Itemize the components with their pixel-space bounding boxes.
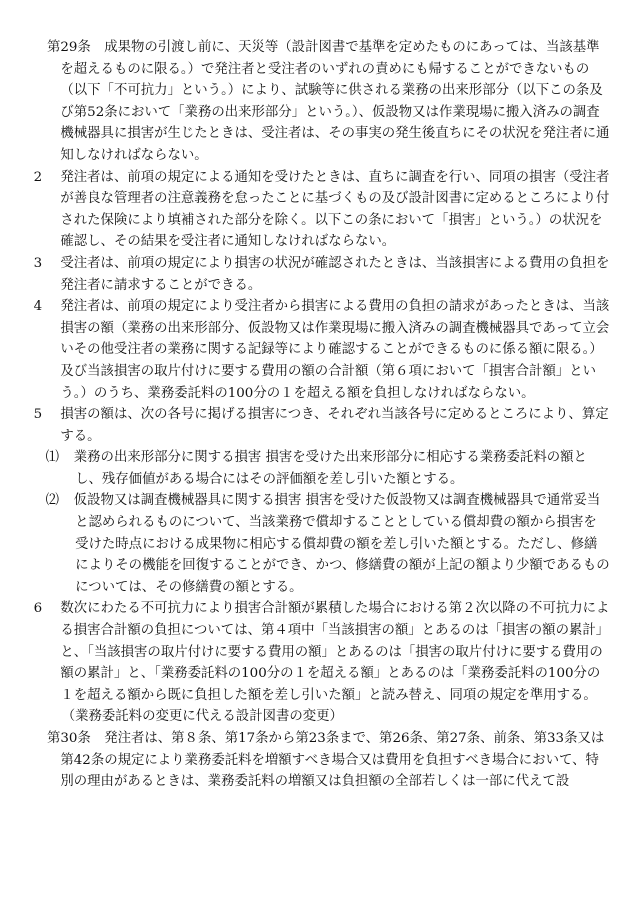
item-text: 仮設物又は調査機械器具に関する損害 損害を受けた仮設物又は調査機械器具で通常妥当と認められるものについて、当該業務で償却することとしている償却費の額から損害を受けた時点における成果物に相応する償却費の額を差し引いた額とする。ただし、修繕によりその機能を回復することができ、かつ、修繕費の額が上記の額より少額であるものについては、その修繕費の額とする。	[60, 493, 610, 595]
article-30-label: 第30条	[47, 731, 91, 746]
item-2: ⑵ 仮設物又は調査機械器具に関する損害 損害を受けた仮設物又は調査機械器具で通常妥当と認められるものについて、当該業務で償却することとしている償却費の額から損害を受けた時点における成果物に相応する償却費の額を差し引いた額とする。ただし、修繕によりその機能を回復することができ、かつ、修繕費の額が上記の額より少額であるものについては、その修繕費の額とする。	[45, 493, 610, 595]
article-30-text: 発注者は、第８条、第17条から第23条まで、第26条、第27条、前条、第33条又は第42条の規定により業務委託料を増額すべき場合又は費用を負担すべき場合において、特別の理由があるときは、業務委託料の増額又は負担額の全部若しくは一部に代えて設	[60, 731, 605, 790]
paragraph-text: 受注者は、前項の規定により損害の状況が確認されたときは、当該損害による費用の負担を発注者に請求することができる。	[47, 255, 610, 293]
item-text: 業務の出来形部分に関する損害 損害を受けた出来形部分に相応する業務委託料の額とし、残存価値がある場合にはその評価額を差し引いた額とする。	[60, 450, 587, 487]
article-29-label: 第29条	[47, 40, 91, 55]
article-29	[47, 37, 610, 167]
paragraph-text: 発注者は、前項の規定により受注者から損害による費用の負担の請求があったときは、当該損害の額（業務の出来形部分、仮設物又は作業現場に搬入済みの調査機械器具であって立会いその他受注者の業務に関する記録等により確認することができるものに係る額に限る。）及び当該損害の取片付けに要する費用の額の合計額（第６項において「損害合計額」という。）のうち、業務委託料の100分の１を超える額を負担しなければならない。	[47, 299, 610, 401]
paragraph-text: 損害の額は、次の各号に掲げる損害につき、それぞれ当該各号に定めるところにより、算定する。	[47, 407, 609, 444]
paragraph-2: 2 発注者は、前項の規定による通知を受けたときは、直ちに調査を行い、同項の損害（受注者が善良な管理者の注意義務を怠ったことに基づくもの及び設計図書に定めるところにより付された保険により填補された部分を除く。以下この条において「損害」という。）の状況を確認し、その結果を受注者に通知しなければならない。	[33, 169, 610, 250]
paragraph-text: 発注者は、前項の規定による通知を受けたときは、直ちに調査を行い、同項の損害（受注者が善良な管理者の注意義務を怠ったことに基づくもの及び設計図書に定めるところにより付された保険により填補された部分を除く。以下この条において「損害」という。）の状況を確認し、その結果を受注者に通知しなければならない。	[47, 169, 610, 250]
paragraph-6: 6 数次にわたる不可抗力により損害合計額が累積した場合における第２次以降の不可抗力による損害合計額の負担については、第４項中「当該損害の額」とあるのは「損害の額の累計」と、「当該損害の取片付けに要する費用の額」とあるのは「損害の取片付けに要する費用の額の累計」と、「業務委託料の100分の１を超える額」とあるのは「業務委託料の100分の１を超える額から既に負担した額を差し引いた額」と読み替え、同項の規定を準用する。	[33, 601, 610, 703]
paragraph-5: 5 損害の額は、次の各号に掲げる損害につき、それぞれ当該各号に定めるところにより、算定する。	[33, 407, 609, 444]
item-1: ⑴ 業務の出来形部分に関する損害 損害を受けた出来形部分に相応する業務委託料の額とし、残存価値がある場合にはその評価額を差し引いた額とする。	[45, 450, 587, 487]
article-30	[47, 728, 610, 793]
article-29-text: 成果物の引渡し前に、天災等（設計図書で基準を定めたものにあっては、当該基準を超えるものに限る。）で発注者と受注者のいずれの責めにも帰することができないもの（以下「不可抗力」という。）により、試験等に供される業務の出来形部分（以下この条及び第52条において「業務の出来形部分」という。）、仮設物又は作業現場に搬入済みの調査機械器具に損害が生じたときは、受注者は、その事実の発生後直ちにその状況を発注者に通知しなければならない。	[60, 40, 610, 163]
paragraph-4: 4 発注者は、前項の規定により受注者から損害による費用の負担の請求があったときは、当該損害の額（業務の出来形部分、仮設物又は作業現場に搬入済みの調査機械器具であって立会いその他受注者の業務に関する記録等により確認することができるものに係る額に限る。）及び当該損害の取片付けに要する費用の額の合計額（第６項において「損害合計額」という。）のうち、業務委託料の100分の１を超える額を負担しなければならない。	[33, 299, 610, 401]
paragraph-3: 3 受注者は、前項の規定により損害の状況が確認されたときは、当該損害による費用の負担を発注者に請求することができる。	[33, 255, 610, 293]
document-body	[33, 37, 610, 793]
article-30-heading: （業務委託料の変更に代える設計図書の変更）	[61, 709, 343, 725]
paragraph-text: 数次にわたる不可抗力により損害合計額が累積した場合における第２次以降の不可抗力による損害合計額の負担については、第４項中「当該損害の額」とあるのは「損害の額の累計」と、「当該損害の取片付けに要する費用の額」とあるのは「損害の取片付けに要する費用の額の累計」と、「業務委託料の100分の１を超える額」とあるのは「業務委託料の100分の１を超える額から既に負担した額を差し引いた額」と読み替え、同項の規定を準用する。	[47, 601, 610, 703]
